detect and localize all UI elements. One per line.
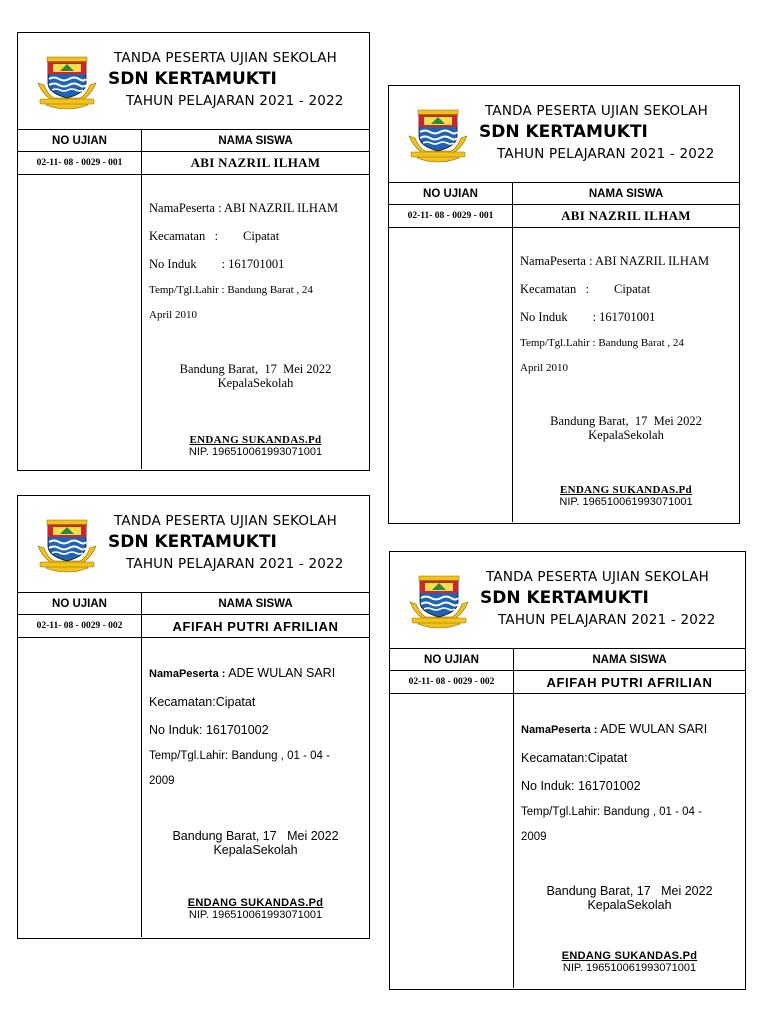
birth-info: Temp/Tgl.Lahir : Bandung Barat , 24	[149, 284, 313, 296]
value-row	[390, 671, 745, 694]
card-header	[390, 552, 745, 649]
col-header-name: NAMA SISWA	[592, 653, 667, 666]
card-header	[389, 86, 739, 183]
birth-info: Temp/Tgl.Lahir: Bandung , 01 - 04 -	[149, 750, 330, 762]
city-date: Bandung Barat, 17 Mei 2022	[546, 884, 713, 898]
principal-title: KepalaSekolah	[213, 843, 298, 857]
district: Kecamatan:Cipatat	[149, 695, 256, 709]
participant-label: NamaPeserta :	[521, 724, 598, 736]
school-name: SDN KERTAMUKTI	[480, 588, 649, 608]
school-crest-icon	[36, 49, 98, 111]
photo-area	[390, 694, 514, 988]
principal-nip: NIP. 196510061993071001	[559, 496, 693, 508]
participant-name	[149, 666, 335, 680]
signing-place-date	[513, 414, 739, 442]
photo-area	[389, 228, 513, 522]
value-row	[18, 152, 369, 175]
exam-card-3	[17, 495, 370, 939]
city-date: Bandung Barat, 17 Mei 2022	[172, 829, 339, 843]
column-header-row	[389, 183, 739, 205]
card-body	[390, 694, 745, 988]
birth-info-cont: 2009	[521, 831, 547, 843]
principal-nip: NIP. 196510061993071001	[188, 446, 323, 458]
principal-name: ENDANG SUKANDAS.Pd	[187, 897, 324, 909]
signing-place-date	[514, 884, 745, 912]
value-row	[389, 205, 739, 228]
exam-card-4	[389, 551, 746, 990]
school-year: TAHUN PELAJARAN 2021 - 2022	[126, 93, 344, 109]
district: Kecamatan : Cipatat	[520, 282, 651, 296]
student-id: No Induk: 161701002	[149, 723, 269, 737]
birth-info: Temp/Tgl.Lahir: Bandung , 01 - 04 -	[521, 806, 702, 818]
student-id: No Induk : 161701001	[149, 257, 285, 271]
student-id: No Induk : 161701001	[520, 310, 656, 324]
birth-info-cont: April 2010	[149, 309, 197, 321]
col-header-no: NO UJIAN	[389, 183, 513, 204]
student-name: ABI NAZRIL ILHAM	[190, 155, 321, 170]
school-crest-icon	[408, 568, 470, 630]
col-header-name: NAMA SISWA	[218, 134, 293, 147]
signing-place-date	[142, 829, 369, 857]
school-name: SDN KERTAMUKTI	[108, 532, 277, 552]
principal-nip: NIP. 196510061993071001	[562, 962, 697, 974]
photo-area	[18, 638, 142, 937]
details	[514, 694, 745, 988]
exam-card-1	[17, 32, 370, 471]
card-heading: TANDA PESERTA UJIAN SEKOLAH	[114, 513, 338, 529]
exam-card-2	[388, 85, 740, 524]
student-name: AFIFAH PUTRI AFRILIAN	[172, 618, 339, 634]
school-name: SDN KERTAMUKTI	[479, 122, 648, 142]
photo-area	[18, 175, 142, 469]
principal-name: ENDANG SUKANDAS.Pd	[560, 484, 692, 496]
school-year: TAHUN PELAJARAN 2021 - 2022	[126, 556, 344, 572]
birth-info-cont: 2009	[149, 775, 175, 787]
card-heading: TANDA PESERTA UJIAN SEKOLAH	[485, 103, 709, 119]
col-header-name: NAMA SISWA	[588, 187, 664, 200]
signature-block	[142, 897, 369, 921]
principal-title: KepalaSekolah	[217, 376, 294, 390]
exam-number: 02-11- 08 - 0029 - 002	[36, 621, 123, 631]
signature-block	[142, 434, 369, 458]
exam-number: 02-11- 08 - 0029 - 001	[407, 211, 494, 221]
card-heading: TANDA PESERTA UJIAN SEKOLAH	[486, 569, 710, 585]
participant-name: NamaPeserta : ABI NAZRIL ILHAM	[520, 254, 710, 268]
principal-title: KepalaSekolah	[588, 428, 664, 442]
student-id: No Induk: 161701002	[521, 779, 641, 793]
birth-info-cont: April 2010	[520, 362, 568, 374]
signing-place-date	[142, 362, 369, 390]
card-body	[18, 638, 369, 937]
details	[142, 175, 369, 469]
school-year: TAHUN PELAJARAN 2021 - 2022	[498, 612, 716, 628]
city-date: Bandung Barat, 17 Mei 2022	[550, 414, 702, 428]
student-name: AFIFAH PUTRI AFRILIAN	[546, 674, 713, 690]
card-body	[389, 228, 739, 522]
signature-block	[514, 950, 745, 974]
participant-label: NamaPeserta :	[149, 668, 226, 680]
district: Kecamatan : Cipatat	[149, 229, 280, 243]
col-header-no: NO UJIAN	[18, 130, 142, 151]
district: Kecamatan:Cipatat	[521, 751, 628, 765]
participant-name	[521, 722, 707, 736]
exam-number: 02-11- 08 - 0029 - 001	[36, 158, 123, 168]
exam-number: 02-11- 08 - 0029 - 002	[408, 677, 495, 687]
student-name: ABI NAZRIL ILHAM	[561, 208, 691, 223]
card-header	[18, 33, 369, 130]
participant-name: NamaPeserta : ABI NAZRIL ILHAM	[149, 201, 339, 215]
principal-title: KepalaSekolah	[587, 898, 672, 912]
city-date: Bandung Barat, 17 Mei 2022	[179, 362, 332, 376]
school-name: SDN KERTAMUKTI	[108, 69, 277, 89]
col-header-no: NO UJIAN	[390, 649, 514, 670]
col-header-name: NAMA SISWA	[218, 597, 293, 610]
card-heading: TANDA PESERTA UJIAN SEKOLAH	[114, 50, 338, 66]
col-header-no: NO UJIAN	[18, 593, 142, 614]
school-crest-icon	[407, 102, 469, 164]
details	[142, 638, 369, 937]
value-row	[18, 615, 369, 638]
principal-name: ENDANG SUKANDAS.Pd	[189, 434, 322, 446]
card-body	[18, 175, 369, 469]
column-header-row	[18, 130, 369, 152]
school-year: TAHUN PELAJARAN 2021 - 2022	[497, 146, 715, 162]
birth-info: Temp/Tgl.Lahir : Bandung Barat , 24	[520, 337, 684, 349]
column-header-row	[18, 593, 369, 615]
school-crest-icon	[36, 512, 98, 574]
participant-value: ADE WULAN SARI	[225, 666, 336, 680]
details	[513, 228, 739, 522]
column-header-row	[390, 649, 745, 671]
principal-name: ENDANG SUKANDAS.Pd	[561, 950, 698, 962]
principal-nip: NIP. 196510061993071001	[188, 909, 323, 921]
participant-value: ADE WULAN SARI	[597, 722, 708, 736]
signature-block	[513, 484, 739, 508]
card-header	[18, 496, 369, 593]
